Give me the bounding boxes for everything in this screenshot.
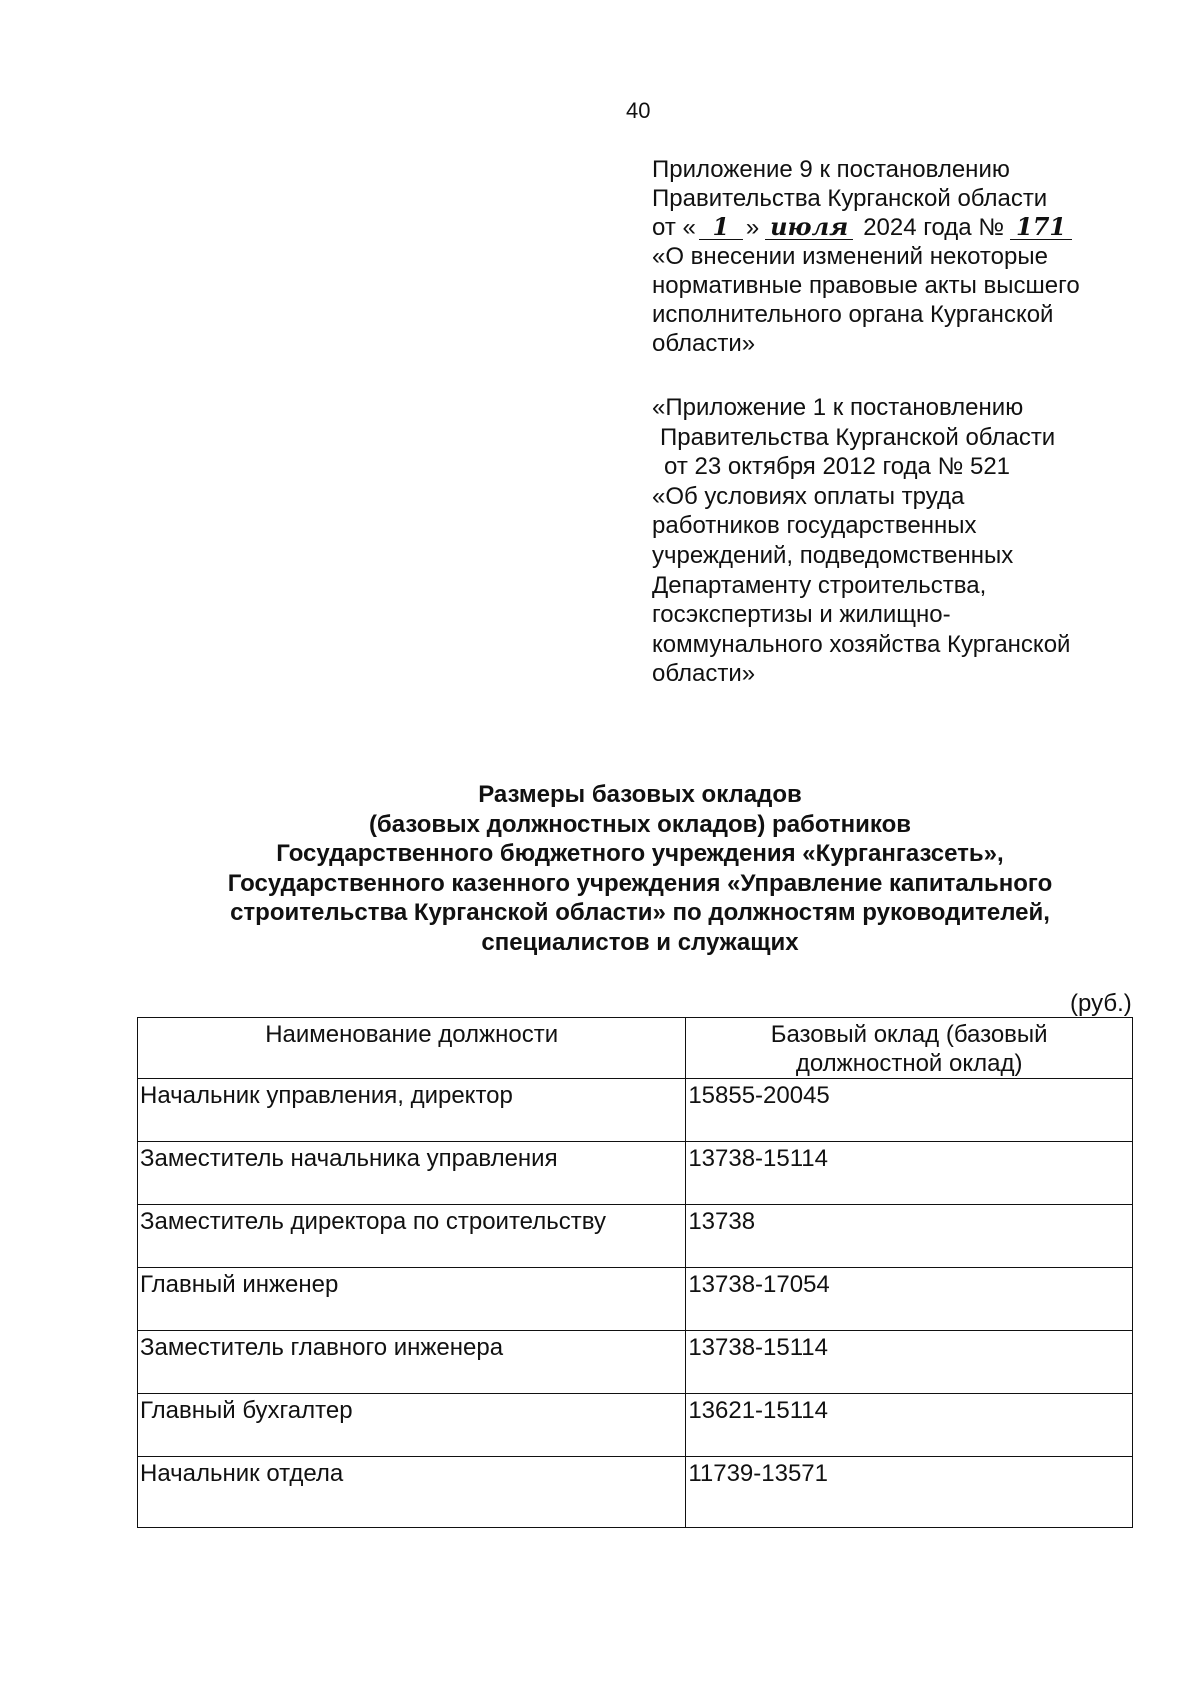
appendix-header — [652, 155, 1152, 358]
original-appendix-line: Департаменту строительства, — [652, 571, 987, 599]
header-salary — [686, 1018, 1133, 1079]
appendix-line: «О внесении изменений некоторые — [652, 243, 1048, 270]
salary-cell: 13621-15114 — [686, 1394, 1133, 1457]
salary-table — [137, 1017, 1133, 1528]
salary-cell: 13738 — [686, 1205, 1133, 1268]
date-prefix: от « — [652, 214, 696, 241]
original-appendix-line: области» — [652, 660, 756, 688]
table-row — [138, 1457, 1133, 1528]
position-cell: Начальник управления, директор — [138, 1079, 686, 1142]
appendix-line: нормативные правовые акты высшего — [652, 272, 1080, 299]
table-row — [138, 1079, 1133, 1142]
table-row — [138, 1142, 1133, 1205]
title-line: специалистов и служащих — [481, 928, 799, 956]
title-line: строительства Курганской области» по должностям руководителей, — [230, 899, 1050, 926]
original-appendix-line: «Приложение 1 к постановлению — [652, 394, 1024, 421]
appendix-line: Приложение 9 к постановлению — [652, 156, 1010, 183]
title-line: Государственного бюджетного учреждения «Кургангазсеть», — [276, 840, 1004, 867]
header-salary-line: Базовый оклад (базовый — [770, 1021, 1048, 1048]
header-position: Наименование должности — [138, 1018, 686, 1079]
salary-cell: 13738-15114 — [686, 1142, 1133, 1205]
appendix-line: исполнительного органа Курганской — [652, 301, 1054, 328]
table-row — [138, 1394, 1133, 1457]
title-line: Размеры базовых окладов — [478, 781, 802, 808]
position-cell: Главный бухгалтер — [138, 1394, 686, 1457]
title-line: Государственного казенного учреждения «Управление капитального — [227, 869, 1053, 897]
position-cell: Главный инженер — [138, 1268, 686, 1331]
header-salary-line: должностной оклад) — [795, 1050, 1023, 1077]
date-year: 2024 года № — [863, 214, 1005, 241]
original-appendix-line: коммунального хозяйства Курганской — [652, 630, 1071, 658]
handwritten-number: 171 — [1010, 215, 1072, 240]
position-cell: Заместитель директора по строительству — [138, 1205, 686, 1268]
salary-cell: 11739-13571 — [686, 1457, 1133, 1528]
original-appendix-line: Правительства Курганской области — [660, 423, 1056, 451]
title-line: (базовых должностных окладов) работников — [368, 810, 912, 838]
original-appendix-line: от 23 октября 2012 года № 521 — [664, 453, 1011, 481]
original-appendix-line: «Об условиях оплаты труда — [652, 482, 965, 510]
appendix-line: области» — [652, 330, 756, 357]
appendix-line: Правительства Курганской области — [652, 185, 1048, 212]
handwritten-day: 1 — [699, 215, 743, 240]
original-appendix-line: госэкспертизы и жилищно- — [652, 601, 951, 629]
page-number: 40 — [626, 98, 651, 123]
original-appendix-line: учреждений, подведомственных — [652, 541, 1014, 569]
date-mid: » — [745, 214, 760, 241]
salary-cell: 13738-17054 — [686, 1268, 1133, 1331]
position-cell: Заместитель главного инженера — [138, 1331, 686, 1394]
position-cell: Заместитель начальника управления — [138, 1142, 686, 1205]
unit-note: (руб.) — [1070, 990, 1132, 1017]
table-row — [138, 1268, 1133, 1331]
table-row — [138, 1331, 1133, 1394]
table-row — [138, 1205, 1133, 1268]
salary-cell: 15855-20045 — [686, 1079, 1133, 1142]
original-appendix — [652, 393, 1152, 689]
appendix-date-line — [652, 213, 1152, 242]
original-appendix-line: работников государственных — [652, 512, 977, 540]
document-title — [120, 780, 1160, 957]
salary-cell: 13738-15114 — [686, 1331, 1133, 1394]
position-cell: Начальник отдела — [138, 1457, 686, 1528]
handwritten-month: июля — [765, 215, 853, 240]
table-header-row — [138, 1018, 1133, 1079]
